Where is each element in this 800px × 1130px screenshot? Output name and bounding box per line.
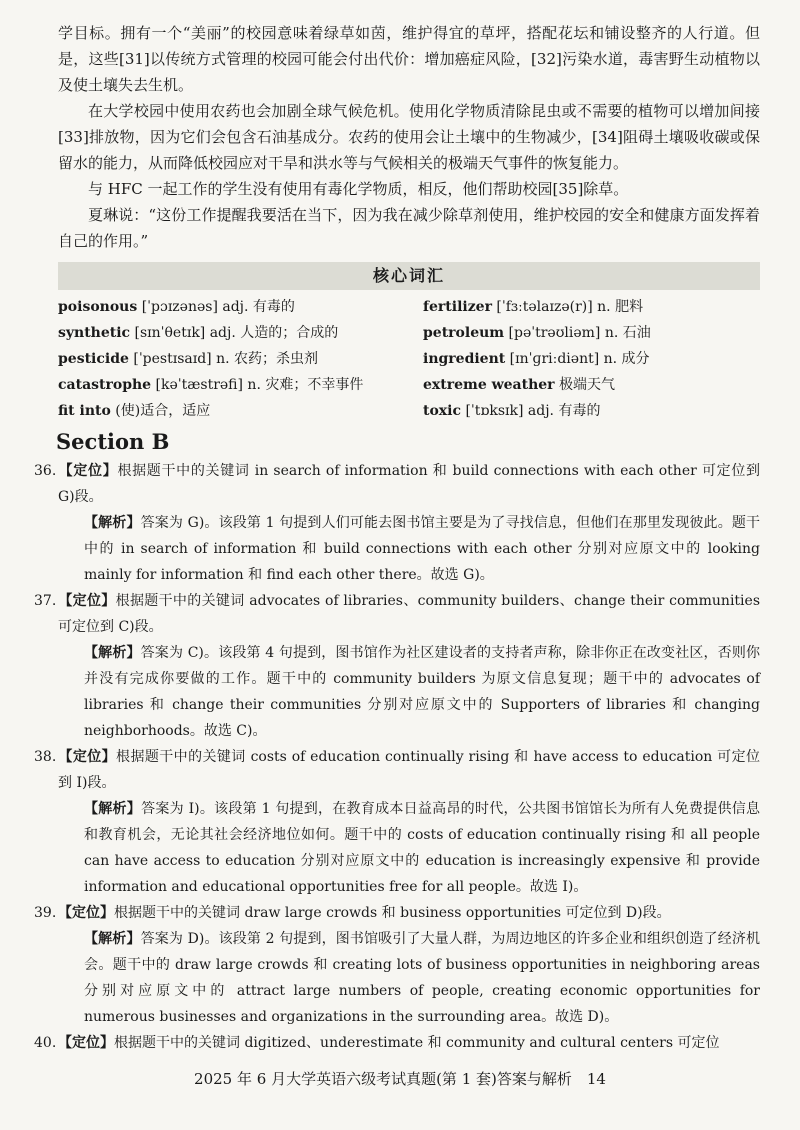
vocab-def: 极端天气 [554,377,616,393]
analysis-tag: 【解析】 [84,931,141,947]
vocab-word: petroleum [423,325,505,341]
location-text: 根据题干中的关键词 draw large crowds 和 business opportunities 可定位到 D)段。 [114,905,671,921]
question-39-location [34,900,760,926]
vocab-def: [ɪnˈɡriːdiənt] n. 成分 [505,351,650,367]
vocab-item [58,320,409,346]
location-text: 根据题干中的关键词 digitized、underestimate 和 community and cultural centers 可定位 [114,1035,720,1051]
question-38-analysis [58,796,760,900]
vocab-word: ingredient [423,351,506,367]
location-tag: 【定位】 [58,593,116,609]
analysis-tag: 【解析】 [84,645,141,661]
location-tag: 【定位】 [58,749,117,765]
vocab-left-column [58,294,409,424]
vocab-word: pesticide [58,351,129,367]
analysis-text: 答案为 I)。该段第 1 句提到，在教育成本日益高昂的时代，公共图书馆馆长为所有人免费提供信息和教育机会，无论其社会经济地位如何。题干中的 costs of education continually rising 和 all people can have access to education 分别对应原文中的 education is increasingly expensive 和 provide information and educational opportunities free for all people。故选 I)。 [84,801,760,895]
intro-paragraph-2: 在大学校园中使用农药也会加剧全球气候危机。使用化学物质清除昆虫或不需要的植物可以增加间接[33]排放物，因为它们会包含石油基成分。农药的使用会让土壤中的生物减少，[34]阻碍土壤吸收碳或保留水的能力，从而降低校园应对干旱和洪水等与气候相关的极端天气事件的恢复能力。 [58,102,760,172]
location-text: 根据题干中的关键词 advocates of libraries、community builders、change their communities 可定位到 C)段。 [58,593,761,635]
vocab-item [58,294,409,320]
analysis-tag: 【解析】 [84,515,141,531]
question-number: 36. [34,463,57,479]
vocab-item [58,398,409,424]
location-text: 根据题干中的关键词 costs of education continually rising 和 have access to education 可定位到 I)段。 [58,749,760,791]
vocab-word: synthetic [58,325,131,341]
vocab-def: [ˈtɒksɪk] adj. 有毒的 [461,403,601,419]
page-footer: 2025 年 6 月大学英语六级考试真题(第 1 套)答案与解析 14 [194,1070,606,1088]
question-number: 40. [34,1035,57,1051]
vocab-def: (使)适合，适应 [110,403,211,419]
question-36-location [34,458,761,510]
vocab-item [423,372,760,398]
vocab-def: [ˈpɔɪzənəs] adj. 有毒的 [137,299,295,315]
vocab-header: 核心词汇 [58,262,760,290]
question-number: 37. [34,593,57,609]
question-number: 38. [34,749,57,765]
vocab-word: fit into [58,403,111,419]
question-39-analysis [58,926,760,1030]
section-title: Section B [56,429,170,454]
analysis-text: 答案为 C)。该段第 4 句提到，图书馆作为社区建设者的支持者声称，除非你正在改变社区，否则你并没有完成你要做的工作。题干中的 community builders 为原文信息复现；题干中的 advocates of libraries 和 change their communities 分别对应原文中的 Supporters of libraries 和 changing neighborhoods。故选 C)。 [84,645,761,739]
vocab-word: fertilizer [423,299,492,315]
location-tag: 【定位】 [58,1035,114,1051]
question-38-location [34,744,760,796]
question-36-analysis [58,510,760,588]
question-number: 39. [34,905,57,921]
location-tag: 【定位】 [58,905,114,921]
intro-paragraph-4: 夏琳说：“这份工作提醒我要活在当下，因为我在减少除草剂使用，维护校园的安全和健康方面发挥着自己的作用。” [58,206,760,250]
vocab-item [423,398,760,424]
vocab-right-column [409,294,760,424]
vocab-item [423,346,760,372]
analysis-text: 答案为 G)。该段第 1 句提到人们可能去图书馆主要是为了寻找信息，但他们在那里发现彼此。题干中的 in search of information 和 build connections with each other 分别对应原文中的 looking mainly for information 和 find each other there。故选 G)。 [84,515,760,583]
vocab-def: [sɪnˈθetɪk] adj. 人造的；合成的 [130,325,339,341]
vocab-word: toxic [423,403,461,419]
vocab-def: [ˈpestɪsaɪd] n. 农药；杀虫剂 [128,351,319,367]
vocab-item [58,346,409,372]
vocab-word: extreme weather [423,377,555,393]
vocab-def: [ˈfɜːtəlaɪzə(r)] n. 肥料 [491,299,644,315]
vocab-word: poisonous [58,299,138,315]
vocab-table [58,294,760,424]
question-40-location [34,1030,760,1056]
analysis-text: 答案为 D)。该段第 2 句提到，图书馆吸引了大量人群，为周边地区的许多企业和组织创造了经济机会。题干中的 draw large crowds 和 creating lots of business opportunities in neighboring areas 分别对应原文中的 attract large numbers of people, creating economic opportunities for numerous businesses and organizations in the surrounding area。故选 D)。 [84,931,760,1025]
vocab-word: catastrophe [58,377,152,393]
intro-paragraph-3: 与 HFC 一起工作的学生没有使用有毒化学物质，相反，他们帮助校园[35]除草。 [88,180,629,198]
vocab-def: [pəˈtrəʊliəm] n. 石油 [504,325,651,341]
intro-paragraph-1: 学目标。拥有一个“美丽”的校园意味着绿草如茵，维护得宜的草坪，搭配花坛和铺设整齐的人行道。但是，这些[31]以传统方式管理的校园可能会付出代价：增加癌症风险，[32]污染水道，毒害野生动植物以及使土壤失去生机。 [58,24,760,94]
analysis-tag: 【解析】 [84,801,142,817]
location-text: 根据题干中的关键词 in search of information 和 build connections with each other 可定位到 G)段。 [58,463,761,505]
question-37-location [34,588,761,640]
vocab-def: [kəˈtæstrəfi] n. 灾难；不幸事件 [151,377,364,393]
vocab-item [58,372,409,398]
question-37-analysis [58,640,760,744]
vocab-item [423,320,760,346]
vocab-item [423,294,760,320]
location-tag: 【定位】 [58,463,118,479]
